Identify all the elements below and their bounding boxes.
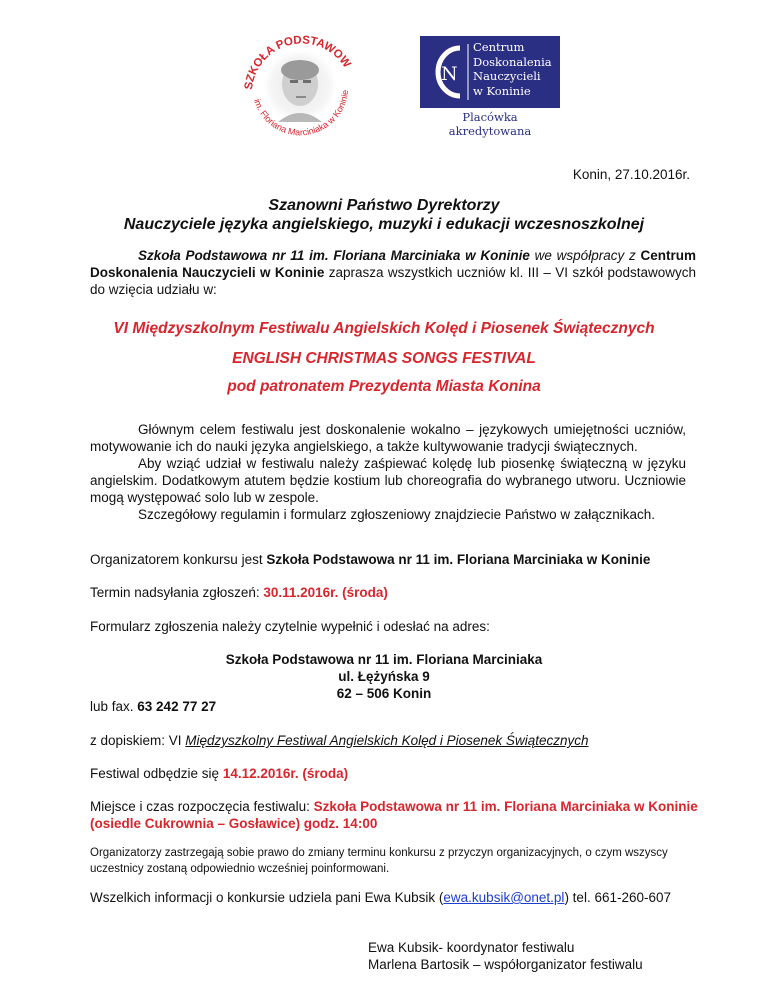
intro-paragraph	[90, 247, 696, 298]
deadline-value: 30.11.2016r. (środa)	[263, 585, 388, 600]
festival-date-line	[90, 766, 348, 781]
festival-english-title: ENGLISH CHRISTMAS SONGS FESTIVAL	[232, 350, 536, 367]
body-paragraphs	[90, 421, 686, 523]
school-logo-text-top: SZKOŁA PODSTAWOW	[242, 34, 353, 91]
venue-block	[90, 798, 698, 832]
organizer-line	[90, 552, 650, 567]
signature-block	[368, 939, 643, 973]
cdn-logo-line: Nauczycieli	[473, 69, 541, 83]
festival-date-label: Festiwal odbędzie się	[90, 766, 223, 781]
form-note: Formularz zgłoszenia należy czytelnie wypełnić i odesłać na adres:	[90, 619, 490, 634]
address-line-1: Szkoła Podstawowa nr 11 im. Floriana Marciniaka	[225, 652, 543, 667]
organizer-value: Szkoła Podstawowa nr 11 im. Floriana Marciniaka w Koninie	[266, 552, 651, 567]
cdn-logo	[420, 36, 560, 138]
signature-line-2: Marlena Bartosik – współorganizator festiwalu	[368, 957, 643, 972]
signature-line-1: Ewa Kubsik- koordynator festiwalu	[368, 940, 575, 955]
address-line-2: ul. Łężyńska 9	[338, 669, 430, 684]
deadline-line	[90, 585, 388, 600]
intro-cooperation: we współpracy z	[529, 248, 641, 263]
contact-line	[90, 890, 671, 905]
mailing-address	[0, 651, 768, 702]
cdn-logo-text	[473, 40, 552, 98]
address-line-3: 62 – 506 Konin	[336, 686, 432, 701]
deadline-label: Termin nadsyłania zgłoszeń:	[90, 585, 264, 600]
fax-label: lub fax.	[90, 699, 138, 714]
salutation-line-2: Nauczyciele języka angielskiego, muzyki i edukacji wczesnoszkolnej	[123, 216, 645, 233]
venue-value-1: Szkoła Podstawowa nr 11 im. Floriana Marciniaka w Koninie	[313, 799, 698, 814]
fax-line	[90, 699, 216, 714]
organizer-label: Organizatorem konkursu jest	[90, 552, 267, 567]
cdn-logo-subtitle: Placówka akredytowana	[448, 110, 532, 138]
festival-patronage: pod patronatem Prezydenta Miasta Konina	[227, 378, 541, 395]
disclaimer: Organizatorzy zastrzegają sobie prawo do zmiany terminu konkursu z przyczyn organizacyjnych, o czym wszyscy uczestnicy zostaną odpowiednio wcześniej poinformowani.	[90, 847, 668, 875]
cdn-logo-line: Centrum	[473, 40, 525, 54]
venue-value-2: (osiedle Cukrownia – Gosławice) godz. 14:00	[90, 816, 378, 831]
intro-cdn: Centrum Doskonalenia Nauczycieli w Koninie	[90, 248, 696, 280]
festival-date-value: 14.12.2016r. (środa)	[222, 766, 349, 781]
body-paragraph-1: Głównym celem festiwalu jest doskonalenie wokalno – językowych umiejętności uczniów, motywowanie ich do nauki języka angielskiego, a także kultywowanie tradycji świątecznych.	[90, 422, 686, 454]
intro-rest: zaprasza wszystkich uczniów kl. III – VI szkół podstawowych do wzięcia udziału w:	[90, 265, 696, 297]
intro-school: Szkoła Podstawowa nr 11 im. Floriana Marciniaka w Koninie	[138, 248, 530, 263]
letter-date: Konin, 27.10.2016r.	[572, 167, 690, 182]
annotation-label: z dopiskiem: VI	[90, 733, 186, 748]
salutation-line-1: Szanowni Państwo Dyrektorzy	[268, 197, 500, 214]
cdn-logo-line: w Koninie	[473, 83, 531, 98]
venue-label: Miejsce i czas rozpoczęcia festiwalu:	[90, 799, 314, 814]
contact-label: Wszelkich informacji o konkursie udziela pani Ewa Kubsik (	[90, 890, 444, 905]
cdn-logo-line: Doskonalenia	[473, 54, 552, 69]
fax-number: 63 242 77 27	[137, 699, 217, 714]
school-logo-text-bottom: im. Floriana Marciniaka w Koninie	[252, 89, 351, 138]
contact-email-link[interactable]: ewa.kubsik@onet.pl	[443, 890, 565, 905]
body-paragraph-3: Szczegółowy regulamin i formularz zgłoszeniowy znajdziecie Państwo w załącznikach.	[138, 507, 655, 522]
annotation-line	[90, 733, 588, 748]
cdn-logo-monogram: N	[441, 63, 458, 85]
festival-title: VI Międzyszkolnym Festiwalu Angielskich Kolęd i Piosenek Świątecznych	[113, 320, 655, 337]
body-paragraph-2: Aby wziąć udział w festiwalu należy zaśpiewać kolędę lub piosenkę świąteczną w języku angielskim. Dodatkowym atutem będzie kostium lub choreografia do wybranego utworu. Uczniowie mogą występować solo lub w zespole.	[90, 456, 686, 505]
contact-rest: ) tel. 661-260-607	[564, 890, 672, 905]
school-logo	[228, 12, 368, 152]
cdn-logo-box	[420, 36, 560, 108]
annotation-value: Międzyszkolny Festiwal Angielskich Kolęd i Piosenek Świątecznych	[185, 733, 589, 748]
